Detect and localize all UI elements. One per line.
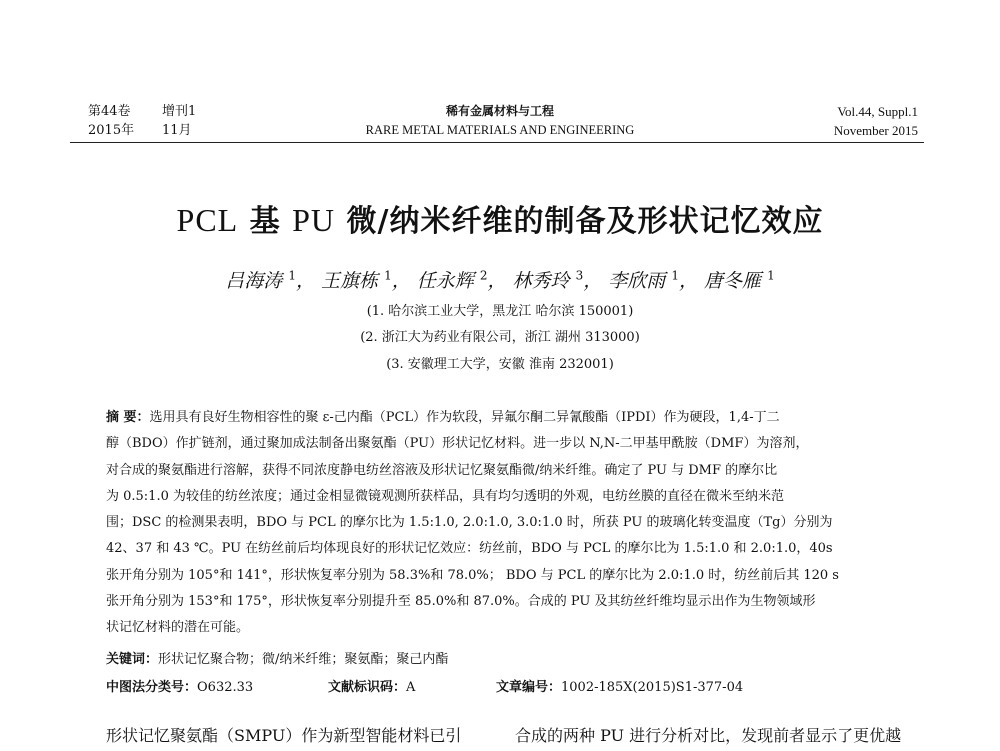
journal-name-en: RARE METAL MATERIALS AND ENGINEERING (365, 123, 635, 137)
abstract (106, 405, 892, 642)
body-text-right-column: 合成的两种 PU 进行分析对比，发现前者显示了更优越 (515, 726, 902, 745)
body-text-left-column: 形状记忆聚氨酯（SMPU）作为新型智能材料已引 (106, 726, 462, 745)
affiliation: (3. 安徽理工大学，安徽 淮南 232001) (386, 357, 614, 372)
abstract-line: 醇（BDO）作扩链剂，通过聚加成法制备出聚氨酯（PU）形状记忆材料。进一步以 N,N-二甲基甲酰胺（DMF）为溶剂， (106, 436, 809, 452)
abstract-line: 为 0.5:1.0 为较佳的纺丝浓度；通过金相显微镜观测所获样品，具有均匀透明的外观，电纺丝膜的直径在微米至纳米范 (106, 488, 784, 504)
affiliation: (1. 哈尔滨工业大学，黑龙江 哈尔滨 150001) (366, 304, 634, 319)
running-header-right (834, 102, 918, 140)
author: 任永辉 $^2$ (416, 268, 488, 292)
volume-number: 第44卷 (88, 104, 131, 119)
author: 王旗栋 $^1$ (321, 268, 392, 292)
keywords (106, 648, 448, 667)
document-code: 文献标识码：A (328, 680, 416, 695)
author-list: 吕海涛 $^1$， 王旗栋 $^1$， 任永辉 $^2$， 林秀玲 $^3$， 李欣雨 $^1$， 唐冬雁 $^1$ (225, 268, 775, 292)
abstract-line: 42、37 和 43 ℃。PU 在纺丝前后均体现良好的形状记忆效应：纺丝前，BDO 与 PCL 的摩尔比为 1.5:1.0 和 2.0:1.0，40s (106, 541, 833, 557)
clc-number: 中图法分类号：O632.33 (106, 680, 254, 695)
abstract-line: 张开角分别为 153°和 175°，形状恢复率分别提升至 85.0%和 87.0%。合成的 PU 及其纺丝纤维均显示出作为生物领域形 (106, 594, 816, 610)
running-header-journal (300, 102, 700, 140)
author: 李欣雨 $^1$ (608, 268, 679, 292)
journal-name-cn: 稀有金属材料与工程 (445, 104, 554, 118)
abstract-line: 摘 要：选用具有良好生物相容性的聚 ε-己内酯（PCL）作为软段，异氟尔酮二异氰酸酯（IPDI）作为硬段，1,4-丁二 (106, 410, 780, 425)
volume-en: Vol.44, Suppl.1 (837, 104, 918, 119)
author: 吕海涛 $^1$ (225, 268, 296, 292)
affiliation: (2. 浙江大为药业有限公司，浙江 湖州 313000) (360, 330, 640, 345)
author: 唐冬雁 $^1$ (704, 268, 775, 292)
abstract-label: 摘 要： (106, 410, 150, 425)
abstract-line: 张开角分别为 105°和 141°，形状恢复率分别为 58.3%和 78.0%； BDO 与 PCL 的摩尔比为 2.0:1.0 时，纺丝前后其 120 s (106, 567, 839, 583)
abstract-line: 对合成的聚氨酯进行溶解，获得不同浓度静电纺丝溶液及形状记忆聚氨酯微/纳米纤维。确定了 PU 与 DMF 的摩尔比 (106, 462, 778, 478)
article-number: 文章编号：1002-185X(2015)S1-377-04 (496, 680, 744, 695)
keywords-text: 形状记忆聚合物；微/纳米纤维；聚氨酯；聚己内酯 (158, 652, 449, 667)
date-en: November 2015 (833, 123, 918, 138)
abstract-line: 围；DSC 的检测果表明，BDO 与 PCL 的摩尔比为 1.5:1.0, 2.0:1.0, 3.0:1.0 时，所获 PU 的玻璃化转变温度（Tg）分别为 (106, 515, 833, 531)
running-header-left (88, 102, 196, 140)
paper-title: PCL 基 PU 微/纳米纤维的制备及形状记忆效应 (176, 202, 824, 239)
author: 林秀玲 $^3$ (512, 268, 584, 292)
header-rule (70, 142, 924, 143)
supplement-number: 增刊1 (162, 104, 197, 119)
keywords-label: 关键词： (106, 652, 159, 667)
publication-year: 2015年 (88, 123, 135, 138)
abstract-line: 状记忆材料的潜在可能。 (106, 620, 250, 636)
publication-month: 11月 (162, 123, 192, 138)
